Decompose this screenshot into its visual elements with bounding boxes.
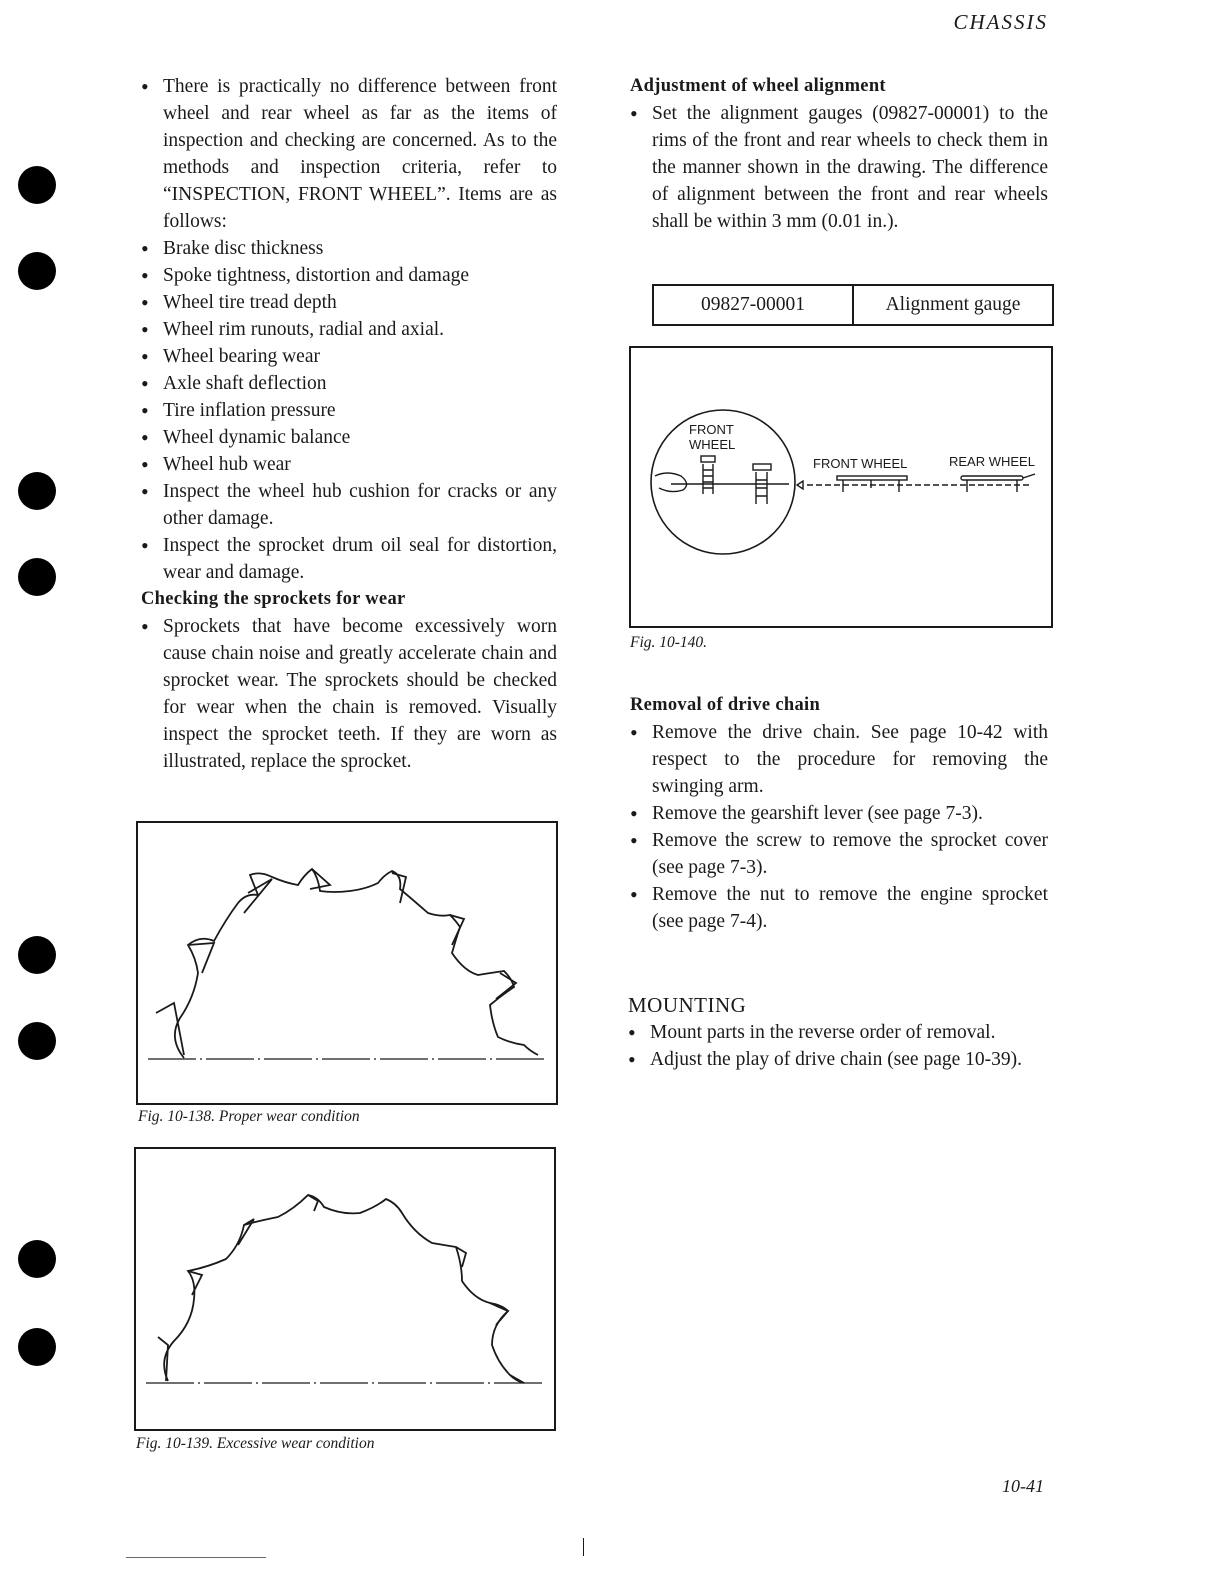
figure-caption: Fig. 10-140. xyxy=(630,634,708,651)
list-item: • Tire inflation pressure xyxy=(141,397,557,424)
circle-label-line1: FRONT xyxy=(689,422,734,437)
binder-hole xyxy=(18,1022,56,1060)
list-item: • Remove the gearshift lever (see page 7-3). xyxy=(630,800,1048,827)
special-tool-table xyxy=(652,284,1054,326)
removal-section xyxy=(630,692,1048,935)
footer-rule xyxy=(126,1557,266,1558)
binder-hole xyxy=(18,936,56,974)
sprocket-proper-wear-illustration xyxy=(138,823,556,1103)
list-item: • Brake disc thickness xyxy=(141,235,557,262)
rear-wheel-label: REAR WHEEL xyxy=(949,454,1035,469)
section-header: CHASSIS xyxy=(953,10,1048,34)
binder-hole xyxy=(18,1328,56,1366)
alignment-heading: Adjustment of wheel alignment xyxy=(630,76,886,96)
list-item: • Remove the screw to remove the sprocket cover (see page 7-3). xyxy=(630,827,1048,881)
list-item: • Wheel bearing wear xyxy=(141,343,557,370)
list-item: • Axle shaft deflection xyxy=(141,370,557,397)
list-item: • Remove the drive chain. See page 10-42 with respect to the procedure for removing the swinging arm. xyxy=(630,719,1048,800)
binder-hole xyxy=(18,1240,56,1278)
inspection-items-list xyxy=(141,73,557,586)
list-item: • Wheel dynamic balance xyxy=(141,424,557,451)
figure-caption: Fig. 10-139. Excessive wear condition xyxy=(136,1435,375,1452)
figure-proper-wear xyxy=(136,821,558,1105)
binder-hole xyxy=(18,558,56,596)
list-item: • Wheel rim runouts, radial and axial. xyxy=(141,316,557,343)
list-item: • Wheel hub wear xyxy=(141,451,557,478)
binder-hole xyxy=(18,252,56,290)
binder-hole xyxy=(18,472,56,510)
page-number: 10-41 xyxy=(1002,1476,1044,1496)
list-item: • Sprockets that have become excessively worn cause chain noise and greatly accelerate chain and sprocket wear. The sprockets should be checked for wear when the chain is removed. Visually inspect the sprocket teeth. If they are worn as illustrated, replace the sprocket. xyxy=(141,613,557,775)
mounting-items-list xyxy=(628,1019,1048,1073)
figure-excessive-wear xyxy=(134,1147,556,1431)
list-item: • Spoke tightness, distortion and damage xyxy=(141,262,557,289)
wheel-alignment-illustration xyxy=(631,348,1051,626)
front-wheel-label: FRONT WHEEL xyxy=(813,456,908,471)
alignment-section xyxy=(630,73,1048,235)
left-column xyxy=(141,73,557,775)
tool-part-number: 09827-00001 xyxy=(654,286,854,324)
list-item: • Remove the nut to remove the engine sprocket (see page 7-4). xyxy=(630,881,1048,935)
removal-heading: Removal of drive chain xyxy=(630,695,821,715)
list-item: • Wheel tire tread depth xyxy=(141,289,557,316)
list-item: • Inspect the sprocket drum oil seal for distortion, wear and damage. xyxy=(141,532,557,586)
list-item: • Mount parts in the reverse order of removal. xyxy=(628,1019,1048,1046)
list-item: • Inspect the wheel hub cushion for cracks or any other damage. xyxy=(141,478,557,532)
sprocket-items-list xyxy=(141,613,557,775)
circle-label-line2: WHEEL xyxy=(689,437,736,452)
list-item: • Adjust the play of drive chain (see page 10-39). xyxy=(628,1046,1048,1073)
list-item: • Set the alignment gauges (09827-00001) to the rims of the front and rear wheels to check them in the manner shown in the drawing. The difference of alignment between the front and rear wheels shall be within 3 mm (0.01 in.). xyxy=(630,100,1048,235)
center-mark xyxy=(583,1538,584,1556)
figure-wheel-alignment xyxy=(629,346,1053,628)
removal-items-list xyxy=(630,719,1048,935)
list-item: • There is practically no difference between front wheel and rear wheel as far as the items of inspection and checking are concerned. As to the methods and inspection criteria, refer to “INSPECTION, FRONT WHEEL”. Items are as follows: xyxy=(141,73,557,235)
tool-name: Alignment gauge xyxy=(885,294,1021,315)
mounting-heading: MOUNTING xyxy=(628,993,747,1017)
alignment-items-list xyxy=(630,100,1048,235)
mounting-section xyxy=(628,992,1048,1073)
figure-caption: Fig. 10-138. Proper wear condition xyxy=(138,1108,360,1125)
binder-hole xyxy=(18,166,56,204)
sprocket-heading: Checking the sprockets for wear xyxy=(141,589,406,609)
sprocket-excessive-wear-illustration xyxy=(136,1149,554,1429)
